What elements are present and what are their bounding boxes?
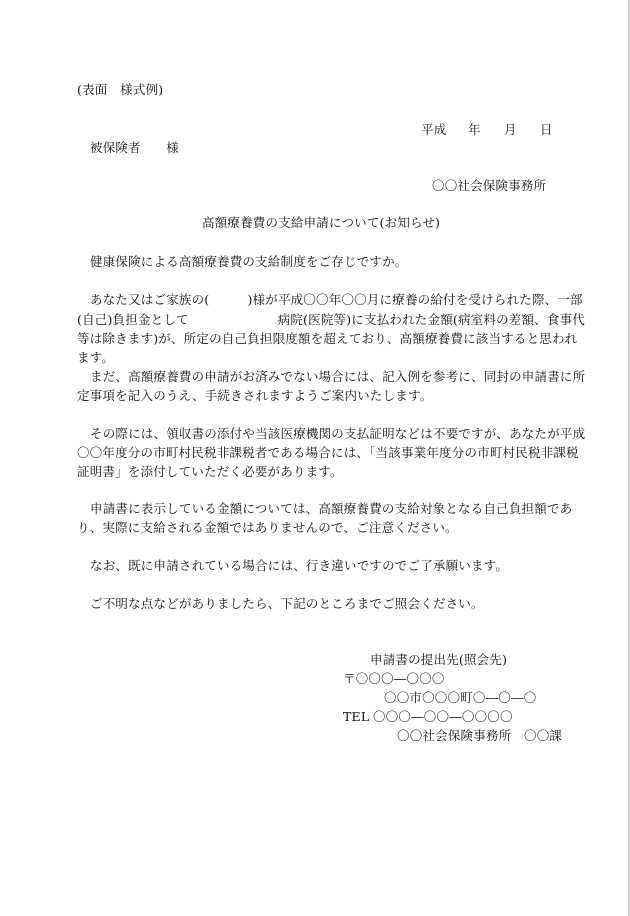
paragraph-2-line: (自己)負担金として 病院(医院等)に支払われた金額(病室料の差額、食事代	[77, 312, 585, 327]
contact-address: 〇〇市〇〇〇町〇―〇―〇	[384, 690, 537, 705]
paragraph-5-line: り、実際に支給される金額ではありませんので、ご注意ください。	[77, 520, 458, 535]
contact-postal: 〒〇〇〇―〇〇〇	[343, 671, 445, 686]
paragraph-2-line: あなた又はご家族の( )様が平成〇〇年〇〇月に療養の給付を受けられた際、一部	[90, 292, 583, 307]
paragraph-7: ご不明な点などがありましたら、下記のところまでご照会ください。	[90, 596, 484, 611]
date-year: 年	[468, 122, 481, 137]
paragraph-6: なお、既に申請されている場合には、行き違いですのでご了承願います。	[90, 558, 509, 573]
contact-office: 〇〇社会保険事務所 〇〇課	[397, 728, 563, 743]
paragraph-4-line: その際には、領収書の添付や当該医療機関の支払証明などは不要ですが、あなたが平成	[90, 426, 586, 441]
paragraph-3-line: まだ、高額療養費の申請がお済みでない場合には、記入例を参考に、同封の申請書に所	[90, 369, 586, 384]
paragraph-3-line: 定事項を記入のうえ、手続きされますようご案内いたします。	[77, 388, 433, 403]
paragraph-4-line: 証明書」を添付していただく必要があります。	[77, 464, 343, 479]
recipient: 被保険者 様	[90, 140, 179, 155]
paragraph-4-line: 〇〇年度分の市町村民税非課税者である場合には、「当該事業年度分の市町村民税非課税	[77, 445, 579, 460]
document-title: 高額療養費の支給申請について(お知らせ)	[202, 215, 441, 230]
paragraph-2-line: ます。	[77, 350, 115, 365]
contact-tel-number: 〇〇〇―〇〇―〇〇〇〇	[373, 709, 513, 724]
date-day: 日	[540, 122, 553, 137]
form-label: (表面 様式例)	[77, 82, 164, 97]
date-era: 平成	[421, 122, 447, 137]
contact-heading: 申請書の提出先(照会先)	[370, 652, 508, 667]
paragraph-1: 健康保険による高額療養費の支給制度をご存じですか。	[90, 254, 408, 269]
sender: 〇〇社会保険事務所	[432, 178, 547, 193]
paragraph-2-line: 等は除きます)が、所定の自己負担限度額を超えており、高額療養費に該当すると思われ	[77, 331, 578, 346]
date-month: 月	[504, 122, 517, 137]
paragraph-5-line: 申請書に表示している金額については、高額療養費の支給対象となる自己負担額であ	[90, 501, 573, 516]
contact-tel-label: TEL	[343, 709, 370, 724]
